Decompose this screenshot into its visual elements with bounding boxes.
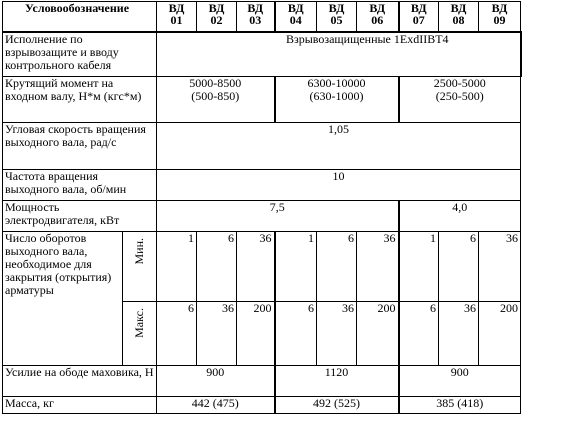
group-value: 900 <box>157 366 275 397</box>
code-header: ВД 04 <box>275 2 317 32</box>
row-value: Взрывозащищенные 1ExdIIBT4 <box>157 32 521 77</box>
turns-max-value: 200 <box>237 302 275 366</box>
turns-min-value: 1 <box>157 232 197 302</box>
code-header: ВД 07 <box>399 2 439 32</box>
turns-min-value: 36 <box>357 232 399 302</box>
row-label: Крутящий момент на входном валу, Н*м (кгс*м) <box>3 77 157 123</box>
group-value: 7,5 <box>157 201 399 232</box>
code-header: ВД 06 <box>357 2 399 32</box>
turns-max-value: 6 <box>399 302 439 366</box>
row-mass <box>3 397 521 414</box>
header-row <box>3 2 521 32</box>
turns-min-value: 6 <box>317 232 357 302</box>
header-label: Условообозначение <box>3 2 157 32</box>
group-value: 900 <box>399 366 521 397</box>
turns-max-value: 36 <box>439 302 479 366</box>
row-label: Угловая скорость вращения выходного вала, рад/с <box>3 123 157 170</box>
row-torque <box>3 77 521 123</box>
code-header: ВД 09 <box>479 2 521 32</box>
group-value: 442 (475) <box>157 397 275 414</box>
code-header: ВД 08 <box>439 2 479 32</box>
code-header: ВД 02 <box>197 2 237 32</box>
group-value: 385 (418) <box>399 397 521 414</box>
row-rotation-freq <box>3 170 521 201</box>
turns-min-value: 6 <box>439 232 479 302</box>
row-label: Усилие на ободе маховика, Н <box>3 366 157 397</box>
turns-max-value: 6 <box>157 302 197 366</box>
code-header: ВД 01 <box>157 2 197 32</box>
turns-max-value: 36 <box>197 302 237 366</box>
actuator-spec-table <box>2 1 522 414</box>
group-value: 5000-8500 (500-850) <box>157 77 275 123</box>
turns-max-value: 36 <box>317 302 357 366</box>
row-label: Число оборотов выходного вала, необходимое для закрытия (открытия) арматуры <box>3 232 123 366</box>
row-label: Масса, кг <box>3 397 157 414</box>
row-rim-force <box>3 366 521 397</box>
turns-min-value: 1 <box>399 232 439 302</box>
row-turns-min <box>3 232 521 302</box>
turns-min-value: 36 <box>479 232 521 302</box>
code-header: ВД 05 <box>317 2 357 32</box>
turns-max-value: 6 <box>275 302 317 366</box>
row-motor-power <box>3 201 521 232</box>
row-label: Мощность электродвигателя, кВт <box>3 201 157 232</box>
row-label: Исполнение по взрывозащите и вводу контрольного кабеля <box>3 32 157 77</box>
row-value: 10 <box>157 170 521 201</box>
turns-max-value: 200 <box>357 302 399 366</box>
row-angular-speed <box>3 123 521 170</box>
turns-min-value: 36 <box>237 232 275 302</box>
group-value: 6300-10000 (630-1000) <box>275 77 399 123</box>
turns-max-value: 200 <box>479 302 521 366</box>
group-value: 4,0 <box>399 201 521 232</box>
group-value: 2500-5000 (250-500) <box>399 77 521 123</box>
min-sublabel: Мин. <box>123 232 157 302</box>
row-label: Частота вращения выходного вала, об/мин <box>3 170 157 201</box>
group-value: 492 (525) <box>275 397 399 414</box>
max-sublabel: Макс. <box>123 302 157 366</box>
row-execution <box>3 32 521 77</box>
turns-min-value: 1 <box>275 232 317 302</box>
turns-min-value: 6 <box>197 232 237 302</box>
row-value: 1,05 <box>157 123 521 170</box>
group-value: 1120 <box>275 366 399 397</box>
code-header: ВД 03 <box>237 2 275 32</box>
